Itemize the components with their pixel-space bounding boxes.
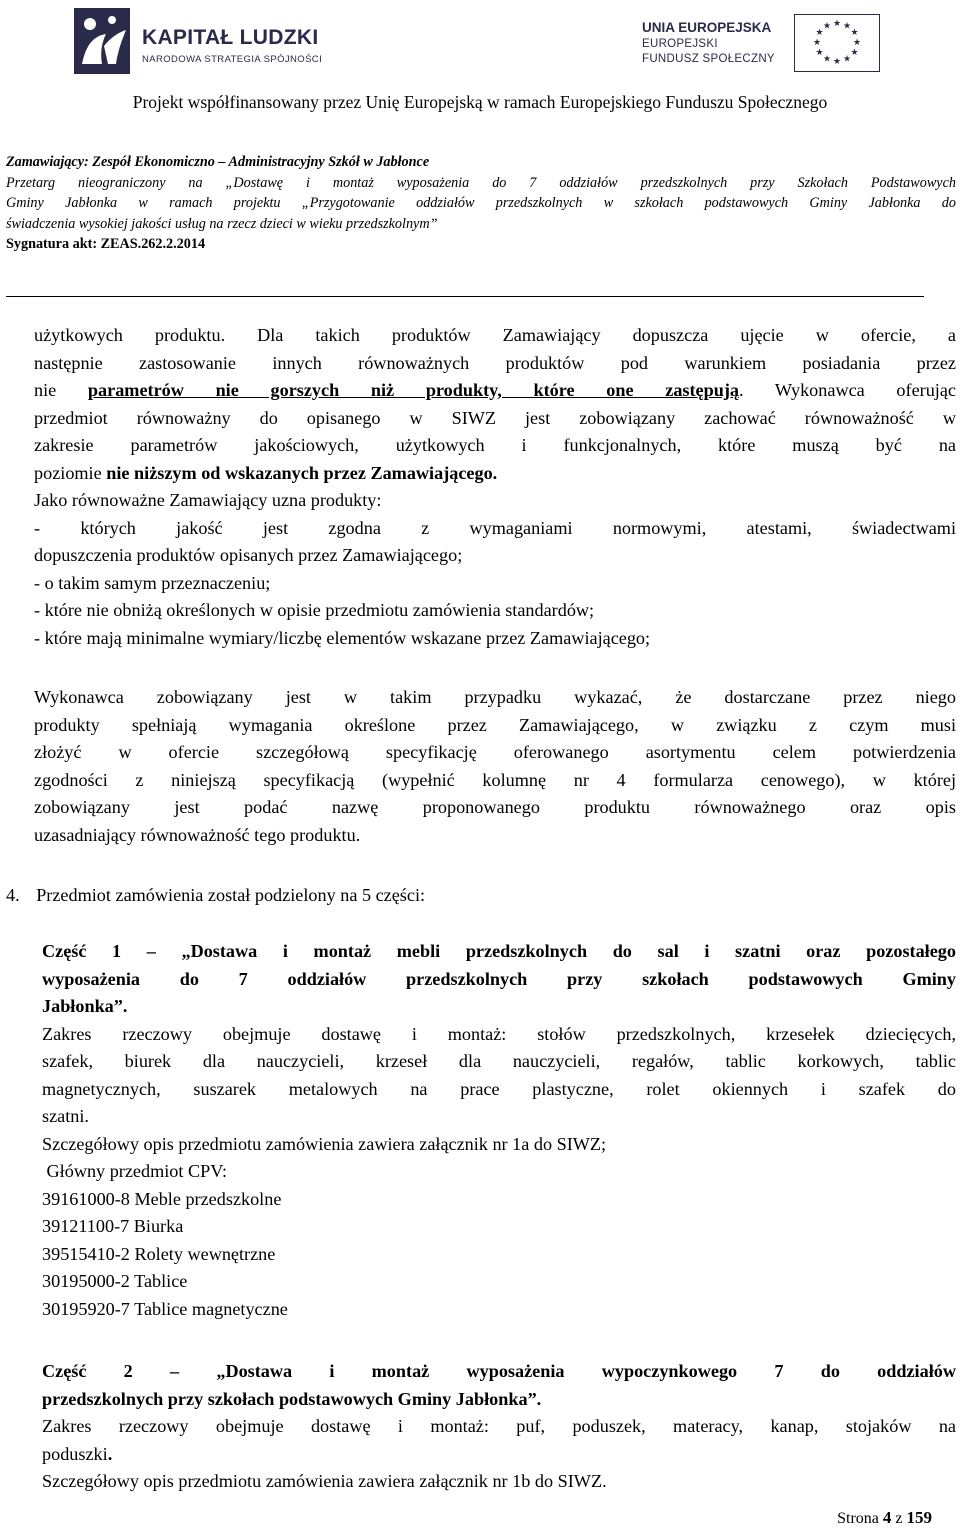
svg-text:★: ★ <box>832 57 842 67</box>
page-label: Strona <box>837 1510 883 1527</box>
cpv-code: 30195000-2 Tablice <box>42 1271 188 1291</box>
cpv-code: 39515410-2 Rolety wewnętrzne <box>42 1243 276 1264</box>
header-divider <box>6 296 924 297</box>
equivalence-item: - które mają minimalne wymiary/liczbę elementów wskazane przez Zamawiającego; <box>34 627 651 648</box>
equivalence-item: - które nie obniżą określonych w opisie przedmiotu zamówienia standardów; <box>34 600 595 620</box>
logo-left-title: KAPITAŁ LUDZKI <box>142 26 319 49</box>
svg-text:★: ★ <box>815 48 824 58</box>
part-title-line: Część 1 – „Dostawa i montaż mebli przedszkolnych do sal i szatni oraz pozostałego <box>42 941 956 961</box>
text-line: Wykonawca zobowiązany jest w takim przypadku wykazać, że dostarczane przez niego <box>34 687 956 707</box>
svg-text:★: ★ <box>852 38 862 48</box>
text-line <box>34 460 956 488</box>
tender-line: świadczenia wysokiej jakości usług na rzecz dzieci w wieku przedszkolnym” <box>6 215 438 232</box>
details-line: Szczegółowy opis przedmiotu zamówienia zawiera załącznik nr 1b do SIWZ. <box>42 1471 607 1491</box>
tender-line: Przetarg nieograniczony na „Dostawę i montaż wyposażenia do 7 oddziałów przedszkolnych przy Szkołach Podstawowych <box>6 174 956 191</box>
kapital-ludzki-logo <box>72 4 372 82</box>
svg-text:★: ★ <box>822 54 832 65</box>
part-title-line: Część 2 – „Dostawa i montaż wyposażenia wypoczynkowego 7 do oddziałów <box>42 1361 956 1381</box>
eu-flag-icon <box>794 14 880 72</box>
intro-paragraph <box>34 322 956 652</box>
equivalence-item: - o takim samym przeznaczeniu; <box>34 572 271 593</box>
project-cofinancing-line: Projekt współfinansowany przez Unię Europejską w ramach Europejskiego Funduszu Społecznego <box>132 92 828 112</box>
text-span: . <box>107 1443 113 1464</box>
cpv-code: 39121100-7 Biurka <box>42 1216 184 1236</box>
eu-logo-line1: UNIA EUROPEJSKA <box>642 20 772 35</box>
equivalence-heading: Jako równoważne Zamawiający uzna produkty: <box>34 490 382 510</box>
scope-line: Zakres rzeczowy obejmuje dostawę i montaż: stołów przedszkolnych, krzesełek dziecięcych, <box>42 1023 956 1044</box>
details-line: Szczegółowy opis przedmiotu zamówienia zawiera załącznik nr 1a do SIWZ; <box>42 1133 607 1154</box>
section-4-heading <box>6 882 425 910</box>
emphasis-underlined: parametrów nie gorszych niż produkty, które one zastępują <box>87 380 740 400</box>
text-line: uzasadniający równoważność tego produktu. <box>34 824 361 845</box>
emphasis-bold: nie niższym od wskazanych przez Zamawiającego. <box>106 462 498 483</box>
part-title-line: wyposażenia do 7 oddziałów przedszkolnych przy szkołach podstawowych Gminy <box>42 968 956 989</box>
page-separator: z <box>891 1510 907 1527</box>
section-number: 4. <box>6 885 20 905</box>
svg-text:★: ★ <box>812 38 822 48</box>
part-2 <box>42 1358 956 1496</box>
eu-logo-line2: EUROPEJSKI <box>642 38 718 50</box>
svg-text:★: ★ <box>850 48 859 58</box>
svg-text:★: ★ <box>850 28 859 38</box>
scope-line: szatni. <box>42 1106 89 1126</box>
scope-line: magnetycznych, suszarek metalowych na prace plastyczne, rolet okiennych i szafek do <box>42 1078 956 1099</box>
page-total: 159 <box>906 1508 932 1527</box>
text-span: . Wykonawca oferując <box>739 380 956 400</box>
kapital-ludzki-emblem-icon <box>72 6 132 78</box>
page-footer <box>837 1508 932 1528</box>
svg-text:★: ★ <box>842 54 852 65</box>
text-span: poziomie <box>34 462 107 483</box>
logo-left-subtitle: NARODOWA STRATEGIA SPÓJNOŚCI <box>142 54 323 65</box>
part-title-line: Jabłonka”. <box>42 996 128 1016</box>
part-title-line: przedszkolnych przy szkołach podstawowych Gminy Jabłonka”. <box>42 1388 542 1409</box>
text-line: produkty spełniają wymagania określone przez Zamawiającego, w związku z czym musi <box>34 714 956 735</box>
text-span: poduszki <box>42 1443 108 1464</box>
text-line: użytkowych produktu. Dla takich produktów Zamawiający dopuszcza ujęcie w ofercie, a <box>34 325 956 345</box>
text-line: zakresie parametrów jakościowych, użytkowych i funkcjonalnych, które muszą być na <box>34 435 956 455</box>
page-number: 4 <box>882 1508 892 1527</box>
text-line: przedmiot równoważny do opisanego w SIWZ jest zobowiązany zachować równoważność w <box>34 407 956 428</box>
equivalence-item: - których jakość jest zgodna z wymaganiami normowymi, atestami, świadectwami <box>34 517 956 538</box>
scope-line: Zakres rzeczowy obejmuje dostawę i montaż: puf, poduszek, materacy, kanap, stojaków na <box>42 1416 956 1436</box>
contracting-authority: Zamawiający: Zespół Ekonomiczno – Administracyjny Szkół w Jabłonce <box>6 154 430 170</box>
text-line <box>34 377 956 405</box>
cpv-code: 30195920-7 Tablice magnetyczne <box>42 1298 288 1319</box>
text-span: nie <box>34 380 88 400</box>
text-line: złożyć w ofercie szczegółową specyfikację oferowanego asortymentu celem potwierdzenia <box>34 742 956 762</box>
contractor-paragraph <box>34 684 956 849</box>
svg-text:★: ★ <box>832 19 842 29</box>
svg-text:★: ★ <box>822 21 832 32</box>
document-meta <box>6 152 956 255</box>
eu-logo <box>628 8 908 78</box>
eu-logo-line3: FUNDUSZ SPOŁECZNY <box>642 53 775 65</box>
text-line: następnie zastosowanie innych równoważnych produktów pod warunkiem posiadania przez <box>34 352 956 373</box>
section-text: Przedmiot zamówienia został podzielony na 5 części: <box>36 885 426 905</box>
cpv-code: 39161000-8 Meble przedszkolne <box>42 1188 282 1209</box>
equivalence-item: dopuszczenia produktów opisanych przez Zamawiającego; <box>34 545 463 565</box>
scope-line: szafek, biurek dla nauczycieli, krzeseł dla nauczycieli, regałów, tablic korkowych, tablic <box>42 1051 956 1071</box>
svg-text:★: ★ <box>815 28 824 38</box>
part-1 <box>42 938 956 1323</box>
cpv-heading: Główny przedmiot CPV: <box>42 1161 228 1181</box>
svg-text:★: ★ <box>842 21 852 32</box>
text-line: zgodności z niniejszą specyfikacją (wypełnić kolumnę nr 4 formularza cenowego), w której <box>34 769 956 790</box>
scope-line <box>42 1441 956 1469</box>
case-signature: Sygnatura akt: ZEAS.262.2.2014 <box>6 236 206 252</box>
tender-line: Gminy Jabłonka w ramach projektu „Przygotowanie oddziałów przedszkolnych w szkołach podstawowych Gminy Jabłonka do <box>6 195 956 211</box>
text-line: zobowiązany jest podać nazwę proponowanego produktu równoważnego oraz opis <box>34 797 956 817</box>
